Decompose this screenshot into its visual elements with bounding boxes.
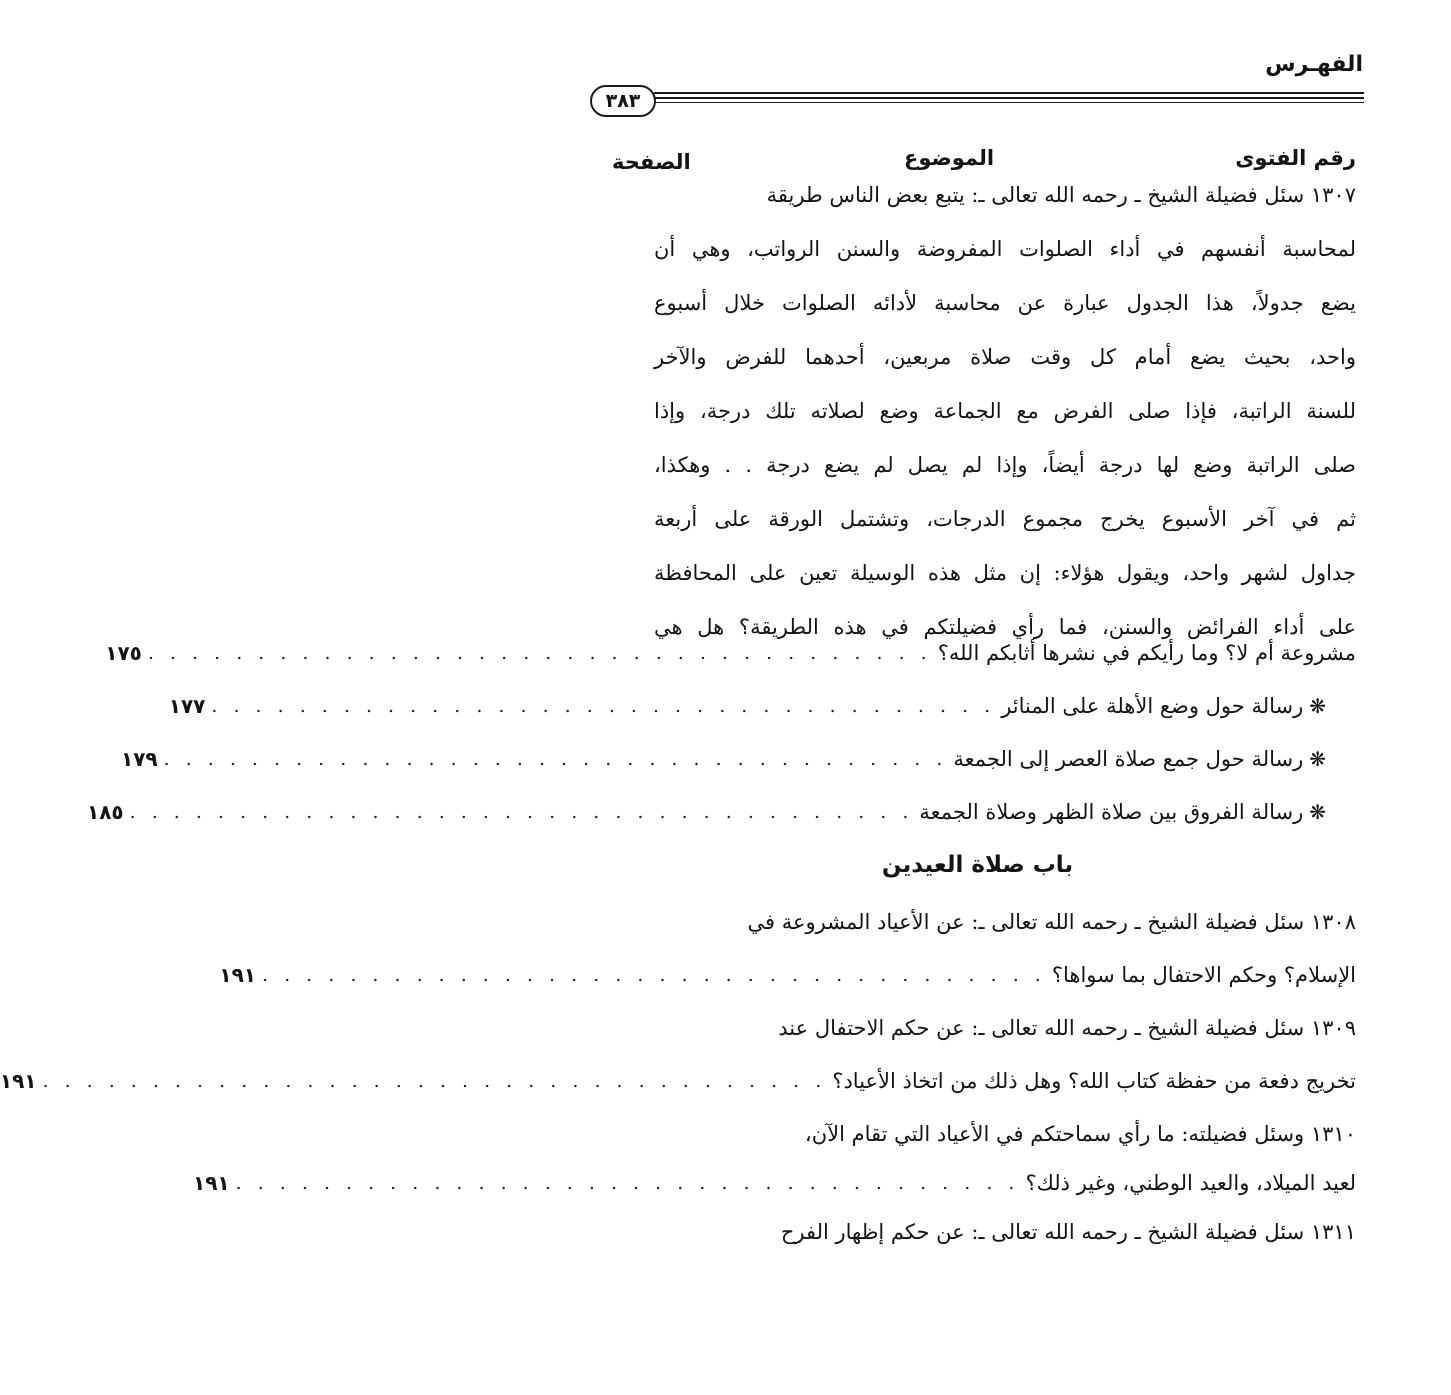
toc-entry-text: تخريج دفعة من حفظة كتاب الله؟ وهل ذلك من اتخاذ الأعياد؟ [832, 1069, 1356, 1093]
toc-entry-text: مشروعة أم لا؟ وما رأيكم في نشرها أثابكم الله؟ [937, 641, 1356, 665]
toc-entry-treatise[interactable] [120, 741, 1326, 777]
section-heading: باب صلاة العيدين [881, 852, 1074, 878]
dot-leader: . . . . . . . . . . . . . . . . . . . . . . . . . . . . . . . . . . . . [235, 1172, 1020, 1194]
header-rule [654, 97, 1364, 99]
fatwa-1307-line: جداول لشهر واحد، ويقول هؤلاء: إن مثل هذه الوسيلة تعين على المحافظة [654, 561, 1356, 585]
toc-page-number: ١٩١ [193, 1171, 230, 1195]
fatwa-1307-line: ثم في آخر الأسبوع يخرج مجموع الدرجات، وتشتمل الورقة على أربعة [654, 507, 1356, 531]
column-heading-page: الصفحة [612, 150, 691, 174]
toc-entry-text: رسالة الفروق بين صلاة الظهر وصلاة الجمعة [919, 800, 1304, 824]
fatwa-1307-line: ١٣٠٧ سئل فضيلة الشيخ ـ رحمه الله تعالى ـ: يتبع بعض الناس طريقة [766, 183, 1356, 207]
toc-page-number: ١٩١ [219, 963, 257, 987]
fatwa-1310-line: ١٣١٠ وسئل فضيلته: ما رأي سماحتكم في الأعياد التي تقام الآن، [804, 1122, 1356, 1146]
fatwa-1307-line: للسنة الراتبة، فإذا صلى الفرض مع الجماعة وضع لصلاته تلك درجة، وإذا [654, 399, 1356, 423]
toc-page-number: ١٩١ [0, 1069, 37, 1093]
fatwa-1309-line: ١٣٠٩ سئل فضيلة الشيخ ـ رحمه الله تعالى ـ: عن حكم الاحتفال عند [778, 1016, 1356, 1040]
running-head-title: الفهـرس [1265, 52, 1363, 77]
toc-entry-fatwa-1310[interactable] [193, 1165, 1356, 1201]
column-heading-topic: الموضوع [904, 146, 995, 170]
asterisk-bullet-icon: ❋ [1309, 747, 1326, 771]
fatwa-1307-line: صلى الراتبة وضع لها درجة أيضاً، وإذا لم يصل لم يضع درجة . . وهكذا، [654, 453, 1356, 477]
dot-leader: . . . . . . . . . . . . . . . . . . . . . . . . . . . . . . . . . . . . [129, 801, 914, 823]
toc-page-number: ١٧٥ [105, 641, 142, 665]
fatwa-1308-line: ١٣٠٨ سئل فضيلة الشيخ ـ رحمه الله تعالى ـ: عن الأعياد المشروعة في [747, 910, 1356, 934]
toc-page-number: ١٧٩ [120, 747, 158, 771]
toc-entry-text: رسالة حول جمع صلاة العصر إلى الجمعة [953, 747, 1304, 771]
toc-entry-text: رسالة حول وضع الأهلة على المنائر [1001, 694, 1304, 718]
fatwa-1307-line: لمحاسبة أنفسهم في أداء الصلوات المفروضة والسنن الرواتب، وهي أن [654, 237, 1356, 261]
fatwa-1307-line: واحد، بحيث يضع أمام كل وقت صلاة مربعين، أحدهما للفرض والآخر [654, 345, 1356, 369]
column-heading-fatwa-number: رقم الفتوى [1235, 146, 1356, 170]
asterisk-bullet-icon: ❋ [1309, 800, 1326, 824]
toc-entry-fatwa-1308[interactable] [219, 957, 1356, 993]
dot-leader: . . . . . . . . . . . . . . . . . . . . . . . . . . . . . . . . . . . . [163, 748, 948, 770]
toc-entry-fatwa-1309[interactable] [0, 1063, 1356, 1099]
page-number-badge: ٣٨٣ [590, 85, 656, 117]
dot-leader: . . . . . . . . . . . . . . . . . . . . . . . . . . . . . . . . . . . . [147, 642, 932, 664]
dot-leader: . . . . . . . . . . . . . . . . . . . . . . . . . . . . . . . . . . . . [262, 964, 1046, 986]
fatwa-1307-line: يضع جدولاً، هذا الجدول عبارة عن محاسبة لأدائه الصلوات خلال أسبوع [654, 291, 1356, 315]
toc-entry-treatise[interactable] [86, 794, 1326, 830]
toc-page-number: ١٧٧ [168, 694, 206, 718]
fatwa-1307-line: على أداء الفرائض والسنن، فما رأي فضيلتكم في هذه الطريقة؟ هل هي [654, 615, 1356, 639]
toc-entry-fatwa-1307[interactable] [105, 635, 1356, 671]
fatwa-1311-line: ١٣١١ سئل فضيلة الشيخ ـ رحمه الله تعالى ـ: عن حكم إظهار الفرح [780, 1220, 1356, 1244]
toc-entry-text: الإسلام؟ وحكم الاحتفال بما سواها؟ [1051, 963, 1356, 987]
dot-leader: . . . . . . . . . . . . . . . . . . . . . . . . . . . . . . . . . . . . [211, 695, 996, 717]
header-rule [654, 92, 1364, 94]
toc-page-number: ١٨٥ [86, 800, 124, 824]
asterisk-bullet-icon: ❋ [1309, 694, 1326, 718]
dot-leader: . . . . . . . . . . . . . . . . . . . . . . . . . . . . . . . . . . . . [42, 1070, 827, 1092]
header-rule [654, 102, 1364, 103]
toc-entry-text: لعيد الميلاد، والعيد الوطني، وغير ذلك؟ [1025, 1171, 1356, 1195]
toc-entry-treatise[interactable] [168, 688, 1326, 724]
